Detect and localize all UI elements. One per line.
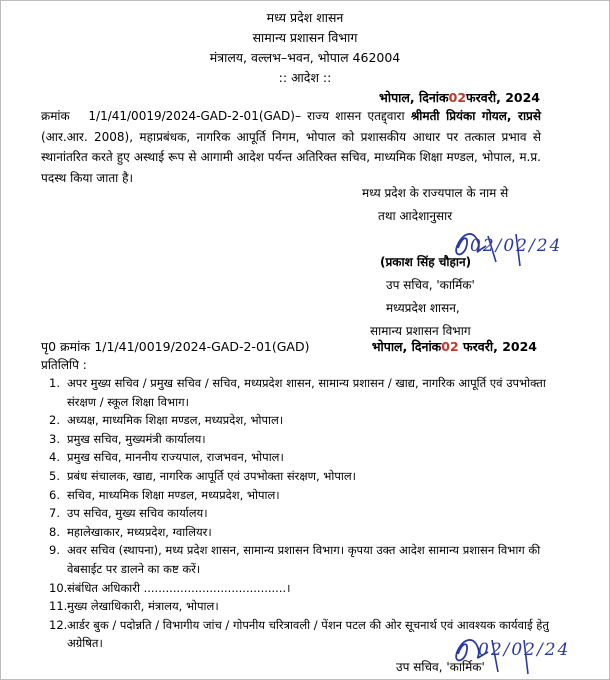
copy-item-number: 7. — [49, 506, 60, 521]
copy-item-text: अध्यक्ष, माध्यमिक शिक्षा मण्डल, मध्यप्रदेश, भोपाल। — [67, 413, 284, 428]
order-number: 1/1/41/0019/2024-GAD-2-01(GAD) — [88, 109, 295, 123]
copy-item-5 — [41, 467, 551, 486]
signatory-name: (प्रकाश सिंह चौहान) — [380, 255, 472, 269]
footer-signature-date: 02/02/24 — [478, 640, 571, 660]
footer-designation: उप सचिव, 'कार्मिक' — [396, 660, 485, 674]
copy-item-number: 2. — [49, 413, 60, 428]
copy-item-number: 8. — [49, 524, 60, 539]
copy-recipient-list — [41, 374, 551, 653]
copy-item-text: सचिव, माध्यमिक शिक्षा मण्डल, मध्यप्रदेश, भोपाल। — [67, 487, 280, 502]
copy-item-text: प्रबंध संचालक, खाद्य, नागरिक आपूर्ति एवं उपभोक्ता संरक्षण, भोपाल। — [67, 468, 356, 483]
copy-item-4 — [41, 448, 551, 467]
copy-item-6 — [41, 486, 551, 505]
signatory-designation: उप सचिव, 'कार्मिक' — [386, 278, 475, 292]
copy-item-number: 5. — [49, 468, 60, 483]
copy-item-3 — [41, 430, 551, 449]
copy-item-7 — [41, 504, 551, 523]
copy-number: पृ0 क्रमांक 1/1/41/0019/2024-GAD-2-01(GAD) — [41, 339, 310, 354]
copy-item-text: प्रमुख सचिव, मुख्यमंत्री कार्यालय। — [67, 431, 206, 446]
copy-item-text: अपर मुख्य सचिव / प्रमुख सचिव / सचिव, मध्यप्रदेश शासन, सामान्य प्रशासन / खाद्य, नागरिक आपूर्ति एवं उपभोक्ता संरक्षण / स्कूल शिक्षा विभाग। — [67, 376, 546, 409]
copy-item-number: 1. — [49, 376, 60, 390]
copy-item-number: 3. — [49, 431, 60, 446]
copy-label: प्रतिलिपि : — [41, 358, 87, 372]
officer-name: श्रीमती प्रियंका गोयल, राप्रसे — [410, 109, 541, 123]
order-title: :: आदेश :: — [278, 70, 332, 85]
dept-title: सामान्य प्रशासन विभाग — [252, 30, 358, 45]
copy-item-text: आर्डर बुक / पदोन्नति / विभागीय जांच / गोपनीय चरित्रावली / पेंशन पटल की ओर सूचनार्थ एवं आवश्यक कार्यवाई हेतु अग्रेषित। — [67, 617, 549, 651]
copy-item-text: अवर सचिव (स्थापना), मध्य प्रदेश शासन, सामान्य प्रशासन विभाग। कृपया उक्त आदेश सामान्य प्रशासन विभाग की वेबसाईट पर डालने का कष्ट करें। — [67, 543, 541, 576]
signatory-office1: मध्यप्रदेश शासन, — [386, 301, 460, 315]
copy-date: भोपाल, दिनांक02 फरवरी, 2024 — [371, 339, 537, 354]
copy-item-text: महालेखाकार, मध्यप्रदेश, ग्वालियर। — [67, 524, 212, 539]
copy-item-number: 12. — [49, 617, 68, 632]
govt-title: मध्य प्रदेश शासन — [266, 10, 344, 25]
copy-item-1 — [41, 374, 551, 411]
signature-date: 02/02/24 — [470, 236, 563, 256]
copy-item-text: संबंधित अधिकारी .......................................। — [67, 580, 291, 595]
copy-item-number: 11. — [49, 599, 68, 614]
copy-item-number: 9. — [49, 543, 60, 558]
copy-item-9 — [41, 541, 551, 578]
copy-item-10 — [41, 579, 551, 598]
order-date: भोपाल, दिनांक02फरवरी, 2024 — [379, 90, 540, 105]
order-number-label: क्रमांक — [41, 109, 70, 123]
copy-item-text: प्रमुख सचिव, माननीय राज्यपाल, राजभवन, भोपाल। — [67, 450, 284, 465]
governor-line1: मध्य प्रदेश के राज्यपाल के नाम से — [362, 186, 509, 200]
copy-item-8 — [41, 523, 551, 542]
copy-item-number: 4. — [49, 450, 60, 465]
copy-item-number: 6. — [49, 487, 60, 502]
copy-item-11 — [41, 597, 551, 616]
copy-item-number: 10. — [49, 580, 68, 595]
order-body: क्रमांक 1/1/41/0019/2024-GAD-2-01(GAD)– राज्य शासन एतद्द्वारा श्रीमती प्रियंका गोयल, राप्रसे (आर.आर. 2008), महाप्रबंधक, नागरिक आपूर्ति निगम, भोपाल को प्रशासकीय आधार पर तत्काल प्रभाव से स्थानांतरित करते हुए अस्थाई रूप से आगामी आदेश पर्यन्त अतिरिक्त सचिव, माध्यमिक शिक्षा मण्डल, भोपाल, म.प्र. पदस्थ किया जाता है। — [41, 109, 541, 185]
copy-item-text: मुख्य लेखाधिकारी, मंत्रालय, भोपाल। — [67, 599, 219, 614]
address: मंत्रालय, वल्लभ–भवन, भोपाल 462004 — [209, 50, 401, 65]
copy-item-text: उप सचिव, मुख्य सचिव कार्यालय। — [67, 506, 208, 521]
governor-line2: तथा आदेशानुसार — [378, 209, 453, 223]
copy-item-2 — [41, 411, 551, 430]
signatory-office2: सामान्य प्रशासन विभाग — [370, 324, 471, 338]
